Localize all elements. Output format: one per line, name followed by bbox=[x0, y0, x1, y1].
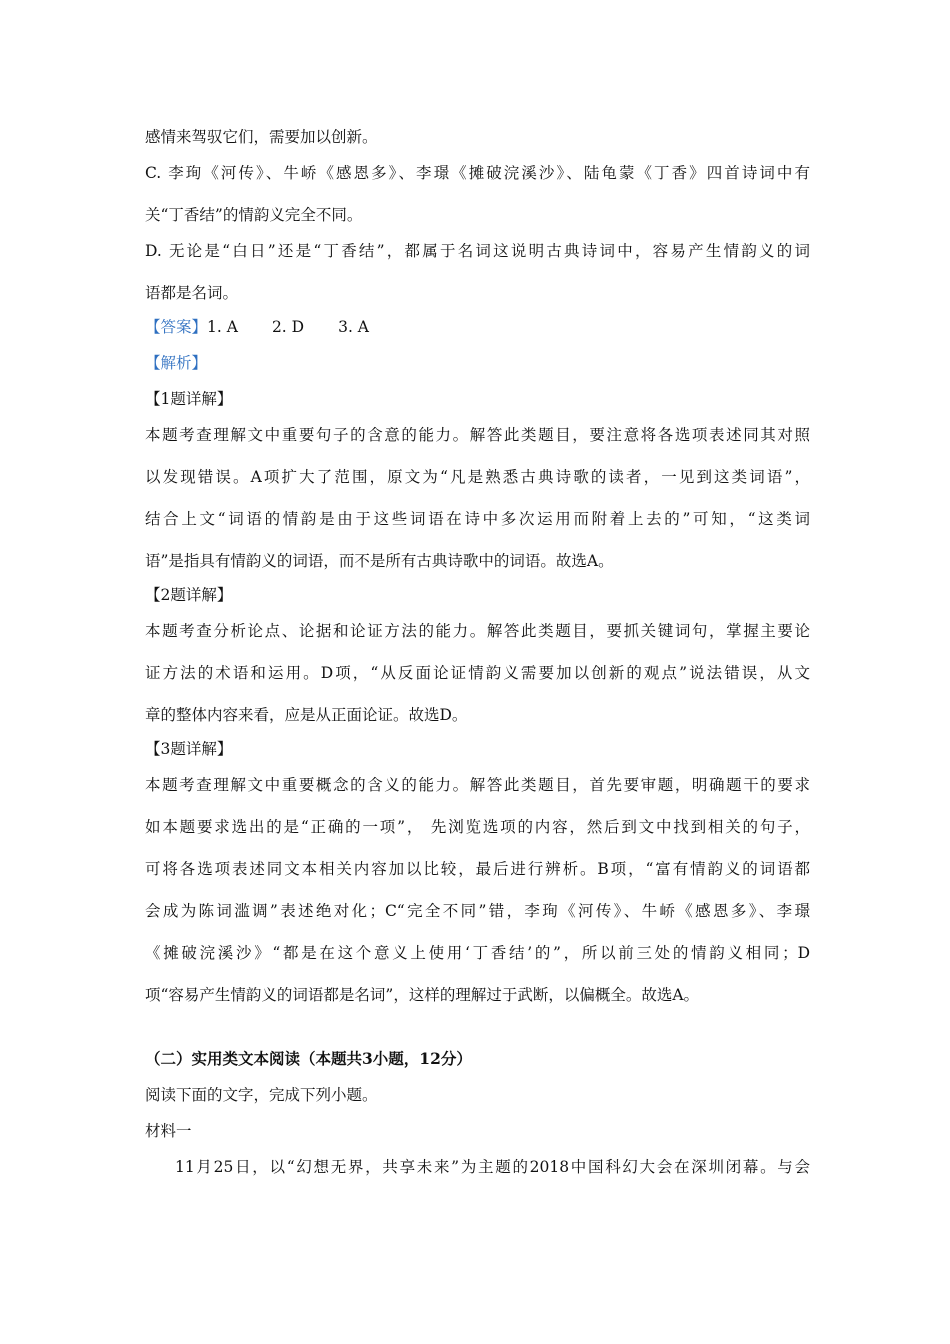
q3-line: 本题考查理解文中重要概念的含义的能力。解答此类题目，首先要审题，明确题干的要求 bbox=[145, 776, 810, 794]
q3-line: 会成为陈词滥调”表述绝对化；C“完全不同”错，李珣《河传》、牛峤《感恩多》、李璟 bbox=[145, 902, 810, 920]
answer-line bbox=[145, 316, 810, 338]
q2-line: 证方法的术语和运用。D项，“从反面论证情韵义需要加以创新的观点”说法错误，从文 bbox=[145, 664, 810, 682]
q3-line: 如本题要求选出的是“正确的一项”， 先浏览选项的内容，然后到文中找到相关的句子， bbox=[145, 818, 810, 836]
answer-label: 【答案】 bbox=[145, 318, 208, 336]
text-line: 感情来驾驭它们，需要加以创新。 bbox=[145, 128, 378, 146]
q3-line: 《摊破浣溪沙》“都是在这个意义上使用‘丁香结’的”，所以前三处的情韵义相同；D bbox=[145, 944, 810, 962]
section-heading: （二）实用类文本阅读（本题共3小题，12分） bbox=[145, 1049, 472, 1068]
answer-item: 3. A bbox=[338, 318, 370, 336]
option-d-line-2: 语都是名词。 bbox=[145, 284, 239, 302]
material-first-line: 11月25日，以“幻想无界，共享未来”为主题的2018中国科幻大会在深圳闭幕。与会 bbox=[175, 1158, 810, 1176]
option-c-line-1: C. 李珣《河传》、牛峤《感恩多》、李璟《摊破浣溪沙》、陆龟蒙《丁香》四首诗词中有 bbox=[145, 164, 810, 182]
q1-line: 语”是指具有情韵义的词语，而不是所有古典诗歌中的词语。故选A。 bbox=[145, 552, 614, 570]
q3-heading: 【3题详解】 bbox=[145, 740, 233, 758]
answer-item: 1. A bbox=[207, 318, 238, 336]
answer-item: 2. D bbox=[271, 318, 305, 336]
q1-line: 本题考查理解文中重要句子的含意的能力。解答此类题目，要注意将各选项表述同其对照 bbox=[145, 426, 810, 444]
q3-line: 项“容易产生情韵义的词语都是名词”，这样的理解过于武断，以偏概全。故选A。 bbox=[145, 986, 700, 1004]
section-instruction: 阅读下面的文字，完成下列小题。 bbox=[145, 1086, 378, 1104]
q1-line: 以发现错误。A项扩大了范围，原文为“凡是熟悉古典诗歌的读者，一见到这类词语”， bbox=[145, 468, 810, 486]
analysis-label: 【解析】 bbox=[145, 354, 208, 372]
q2-line: 本题考查分析论点、论据和论证方法的能力。解答此类题目，要抓关键词句，掌握主要论 bbox=[145, 622, 810, 640]
q3-line: 可将各选项表述同文本相关内容加以比较，最后进行辨析。B项，“富有情韵义的词语都 bbox=[145, 860, 810, 878]
q1-line: 结合上文“词语的情韵是由于这些词语在诗中多次运用而附着上去的”可知，“这类词 bbox=[145, 510, 810, 528]
q2-line: 章的整体内容来看，应是从正面论证。故选D。 bbox=[145, 706, 468, 724]
q2-heading: 【2题详解】 bbox=[145, 586, 233, 604]
option-c-line-2: 关“丁香结”的情韵义完全不同。 bbox=[145, 206, 363, 224]
option-d-line-1: D. 无论是“白日”还是“丁香结”，都属于名词这说明古典诗词中，容易产生情韵义的词 bbox=[145, 242, 810, 260]
material-label: 材料一 bbox=[145, 1122, 192, 1140]
q1-heading: 【1题详解】 bbox=[145, 390, 233, 408]
